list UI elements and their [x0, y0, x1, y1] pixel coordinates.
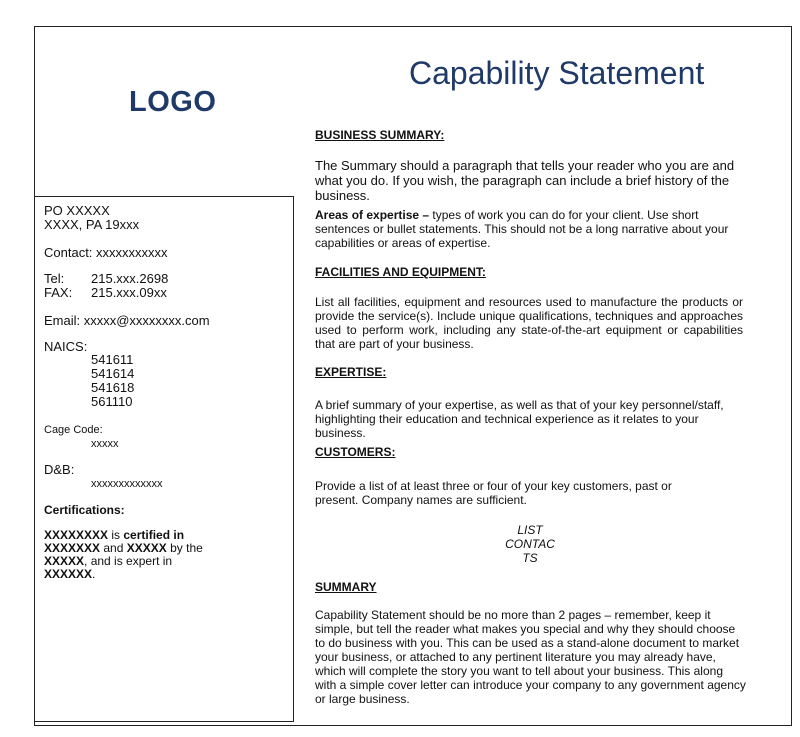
naics-code: 541614 [91, 366, 135, 381]
customers-text: Provide a list of at least three or four of your key customers, past or present. Company names are sufficient. [315, 479, 672, 507]
dnb-label: D&B: [44, 462, 75, 477]
facilities-text: List all facilities, equipment and resources used to manufacture the products or provide the service(s). Include unique qualifications, techniques and approaches used to perform work, including any state-of-the-art equipment or capabilities that are part of your business. [315, 295, 743, 351]
customer-list-item: LIST [517, 523, 543, 537]
customer-list-item: CONTAC [505, 537, 555, 551]
fax-label: FAX: [44, 285, 73, 300]
naics-code: 541611 [91, 352, 134, 367]
contact-line: Contact: xxxxxxxxxxx [44, 245, 168, 260]
naics-code: 561110 [91, 394, 133, 409]
tel-label: Tel: [44, 271, 65, 286]
expertise-text: A brief summary of your expertise, as well as that of your key personnel/staff, highlighting their education and technical experience as it relates to your business. [315, 398, 724, 440]
customers-heading: CUSTOMERS: [315, 445, 396, 459]
cage-code-label: Cage Code: [44, 424, 103, 436]
certification-line: XXXXXXXX is certified in [44, 528, 185, 542]
business-summary-text: The Summary should a paragraph that tells your reader who you are and what you do. If you wish, the paragraph can include a brief history of the business. [315, 158, 735, 203]
fax-value: 215.xxx.09xx [91, 285, 167, 300]
facilities-heading: FACILITIES AND EQUIPMENT: [315, 265, 486, 279]
certification-line: XXXXX, and is expert in [44, 554, 173, 568]
logo: LOGO [129, 86, 217, 118]
cage-code-value: xxxxx [91, 438, 119, 450]
naics-label: NAICS: [44, 339, 88, 354]
tel-value: 215.xxx.2698 [91, 271, 169, 286]
address-line-1: PO XXXXX [44, 203, 110, 218]
naics-code: 541618 [91, 380, 135, 395]
email-line: Email: xxxxx@xxxxxxxx.com [44, 313, 210, 328]
areas-of-expertise: Areas of expertise – types of work you can do for your client. Use short sentences or bullet statements. This should not be a long narrative about your capabilities or areas of expertise. [315, 208, 729, 250]
summary-text: Capability Statement should be no more than 2 pages – remember, keep it simple, but tell the reader what makes you special and why they should choose to do business with you. This can be used as a stand-alone document to market your business, or attached to any pertinent literature you may already have, which will complete the story you want to tell about your business. This along with a simple cover letter can introduce your company to any government agency or large business. [315, 608, 746, 706]
dnb-value: xxxxxxxxxxxxx [91, 478, 163, 490]
address-line-2: XXXX, PA 19xxx [44, 217, 140, 232]
customer-list-item: TS [522, 551, 538, 565]
certifications-label: Certifications: [44, 503, 125, 517]
expertise-heading: EXPERTISE: [315, 365, 387, 379]
page-title: Capability Statement [409, 55, 705, 91]
certification-line: XXXXXXX and XXXXX by the [44, 541, 203, 555]
summary-heading: SUMMARY [315, 580, 377, 594]
certification-line: XXXXXX. [44, 567, 96, 581]
business-summary-heading: BUSINESS SUMMARY: [315, 128, 445, 142]
